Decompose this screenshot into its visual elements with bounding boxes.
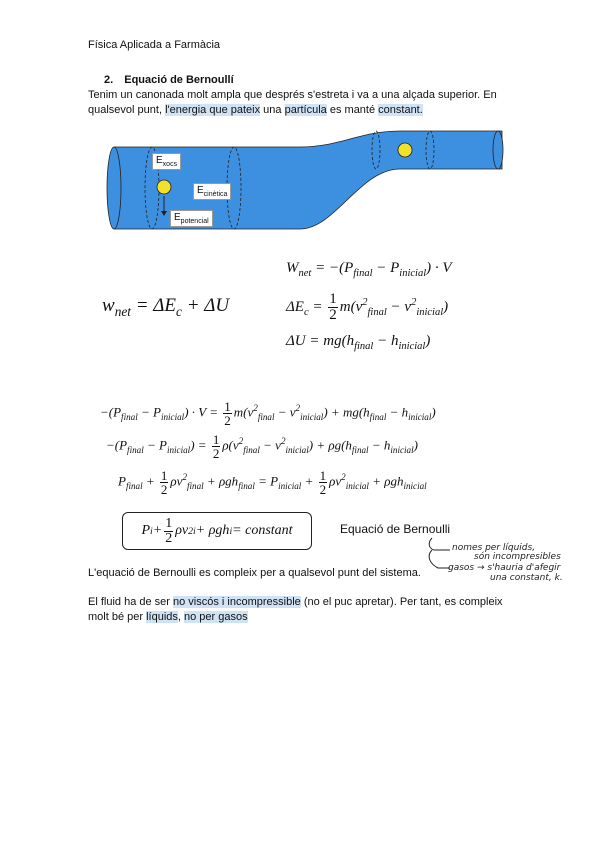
para-text: El fluid ha de ser <box>88 596 173 608</box>
label-e-potencial <box>170 210 213 227</box>
label-sub: potencial <box>180 218 209 225</box>
para-text: , <box>177 611 185 623</box>
label-e: E <box>174 212 181 223</box>
highlight-liquids: líquids <box>146 611 178 623</box>
eq-sub: c <box>176 303 182 319</box>
paragraph-fluid <box>88 594 503 610</box>
note-liquids: nomes per líquids, <box>452 543 536 553</box>
intro-text: qualsevol punt, <box>88 104 166 116</box>
label-e: E <box>156 155 163 166</box>
pipe-diagram <box>100 125 510 235</box>
note-incompressible: són incompresibles <box>474 552 561 562</box>
derivation-step-3: $P_{final}$ + $\frac{1}{2}$ $\rho v^2_{final} + \rho gh_{final} = P_{inicial}$ + $\frac{1}{2}$ $\rho v^2_{inicial} + \rho gh_{inicial}$ <box>118 468 427 497</box>
equation-net-work: $W_{net} = -(P_{final} - P_{inicial}) \cdot V$ <box>286 260 452 279</box>
equation-potential-energy: $\Delta U = mg(h_{final} - h_{inicial})$ <box>286 333 431 352</box>
derivation-step-1: $-(P_{final} - P_{inicial}) \cdot V$ = $\frac{1}{2}$ $m(v^2_{final} - v^2_{inicial}) + mg(h_{final} - h_{inicial})$ <box>100 399 436 428</box>
highlight-not-gases: no per gasos <box>184 611 248 623</box>
derivation-step-2: $-(P_{final} - P_{inicial})$ = $\frac{1}{2}$ $\rho(v^2_{final} - v^2_{inicial}) + \rho g(h_{final} - h_{inicial})$ <box>106 432 418 461</box>
label-e-xocs <box>152 153 181 170</box>
equation-kinetic-energy: $\Delta E_c$ = $\frac{1}{2}$ $m(v^2_{final} - v^2_{inicial})$ <box>286 291 449 323</box>
course-header: Física Aplicada a Farmàcia <box>88 39 221 51</box>
pipe-right-end <box>493 131 503 169</box>
section-number: 2. <box>104 74 114 86</box>
pipe-left-end <box>107 147 121 229</box>
label-sub: xocs <box>162 161 178 168</box>
highlight-energia: l'energia que pateix <box>165 104 261 116</box>
highlight-non-viscous: no viscós i incompressible <box>173 596 301 608</box>
eq-term: W <box>286 260 299 276</box>
label-e-cinetica <box>193 183 231 200</box>
eq-term: = −(P <box>311 260 354 276</box>
highlight-particula: partícula <box>284 104 327 116</box>
note-constant: una constant, k. <box>490 573 563 583</box>
label-sub: cinètica <box>203 191 228 198</box>
eq-term: ΔE <box>286 298 304 315</box>
eq-sub: net <box>298 268 312 279</box>
highlight-constant: constant. <box>378 104 423 116</box>
bernoulli-label: Equació de Bernoulli <box>340 522 451 536</box>
paragraph-validity: L'equació de Bernoulli es compleix per a qualsevol punt del sistema. <box>88 567 421 579</box>
eq-term: + ΔU <box>181 295 230 316</box>
eq-term: = ΔE <box>130 295 177 316</box>
intro-text: una <box>260 104 285 116</box>
intro-line-1: Tenim un canonada molt ampla que després s'estreta i va a una alçada superior. En <box>88 89 497 101</box>
bernoulli-equation-box: P i + $\frac{1}{2}$ ρv 2 i + ρgh i = constant <box>122 512 312 550</box>
eq-term: w <box>102 295 115 316</box>
eq-sub: net <box>114 303 131 319</box>
intro-line-2 <box>88 102 423 118</box>
section-title: Equació de Bernoullí <box>124 74 234 86</box>
para-text: molt bé per <box>88 611 147 623</box>
particle-ball-left <box>157 180 171 194</box>
para-text: (no el puc apretar). Per tant, es compleix <box>300 596 503 608</box>
label-e: E <box>197 185 204 196</box>
eq-term: ΔU = mg(h <box>286 333 355 349</box>
note-gases: gasos → s'hauria d'afegir <box>448 563 561 573</box>
paragraph-liquids <box>88 609 248 625</box>
particle-ball-right <box>398 143 412 157</box>
work-energy-theorem <box>102 295 229 320</box>
intro-text: es manté <box>326 104 379 116</box>
eq-sub: c <box>303 306 309 318</box>
section-heading <box>104 72 234 88</box>
